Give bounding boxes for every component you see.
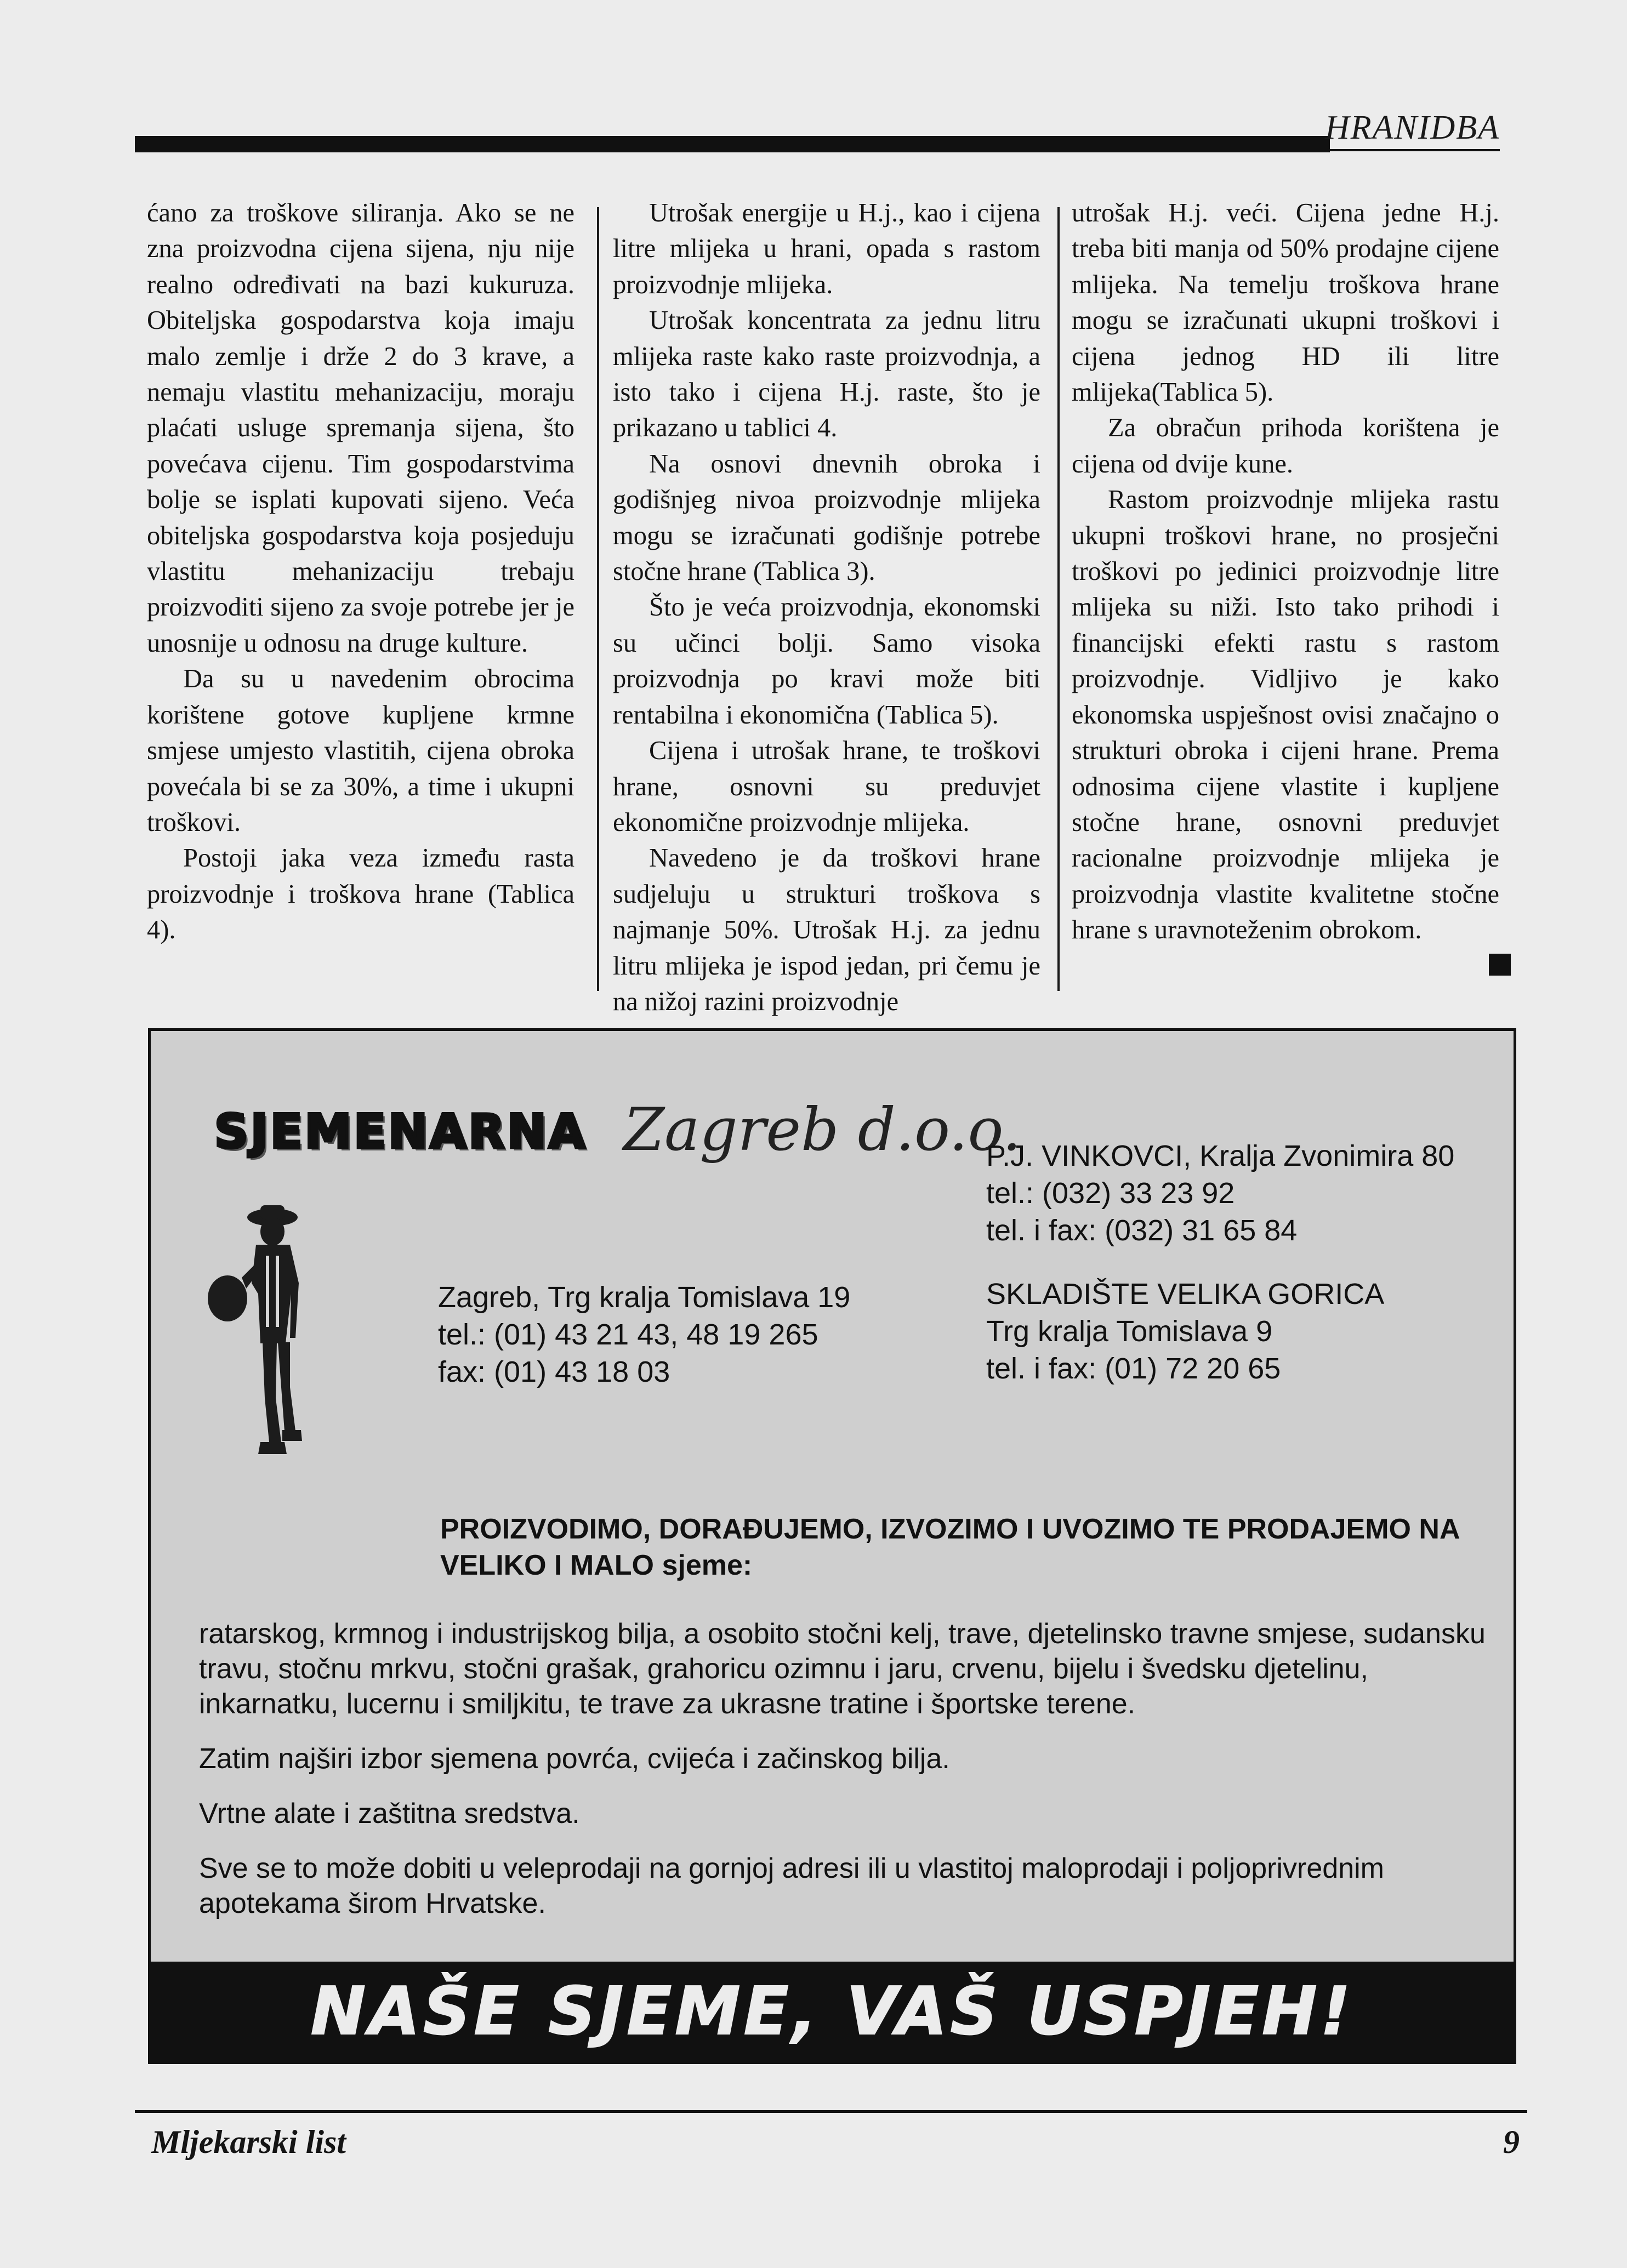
- contact-line: SKLADIŠTE VELIKA GORICA: [986, 1278, 1385, 1310]
- ad-paragraph: Sve se to može dobiti u veleprodaji na gornjoj adresi ili u vlastitoj maloprodaji i poljoprivrednim apotekama širom Hrvatske.: [199, 1853, 1384, 1919]
- article-paragraph: Utrošak koncentrata za jednu litru mlijeka raste kako raste proizvodnja, a isto tako i cijena H.j. raste, što je prikazano u tablici 4.: [613, 306, 1040, 443]
- header-rule: [135, 136, 1330, 152]
- contact-line: tel.: (032) 33 23 92: [986, 1177, 1235, 1210]
- slogan: NAŠE SJEME, VAŠ USPJEH!: [310, 1973, 1354, 2050]
- footer-rule: [135, 2110, 1527, 2113]
- article-end-mark: [1489, 954, 1511, 976]
- contact-line: Zagreb, Trg kralja Tomislava 19: [438, 1281, 851, 1314]
- article-paragraph: Navedeno je da troškovi hrane sudjeluju u strukturi troškova s najmanje 50%. Utrošak H.j. za jednu litru mlijeka je ispod jedan, pri čemu je na nižoj razini proizvodnje: [613, 844, 1040, 1016]
- contact-line: P.J. VINKOVCI, Kralja Zvonimira 80: [986, 1139, 1455, 1172]
- contact-line: Trg kralja Tomislava 9: [986, 1315, 1273, 1348]
- contact-velika-gorica: [986, 1275, 1384, 1387]
- farmer-illustration: [208, 1201, 323, 1458]
- article-paragraph: ćano za troškove siliranja. Ako se ne zna proizvodna cijena sijena, nju nije realno određivati na bazi kukuruza. Obiteljska gospodarstva koja imaju malo zemlje i drže 2 do 3 krave, a nemaju vlastitu mehanizaciju, moraju plaćati usluge spremanja sijena, što povećava cijenu. Tim gospodarstvima bolje se isplati kupovati sijeno. Veća obiteljska gospodarstva koja posjeduju vlastitu mehanizaciju trebaju proizvoditi sijeno za svoje potrebe jer je unosnije u odnosu na druge kulture.: [147, 198, 574, 658]
- article-paragraph: Za obračun prihoda korištena je cijena od dvije kune.: [1072, 413, 1499, 478]
- article-column-3: [1072, 195, 1499, 948]
- article-paragraph: Na osnovi dnevnih obroka i godišnjeg nivoa proizvodnje mlijeka mogu se izračunati godišnje potrebe stočne hrane (Tablica 3).: [613, 449, 1040, 586]
- header-thin-rule: [1330, 149, 1500, 151]
- article-paragraph: Utrošak energije u H.j., kao i cijena litre mlijeka u hrani, opada s rastom proizvodnje mlijeka.: [613, 198, 1040, 299]
- article-column-2: [613, 195, 1040, 1019]
- ad-heading: PROIZVODIMO, DORAĐUJEMO, IZVOZIMO I UVOZIMO TE PRODAJEMO NA VELIKO I MALO sjeme:: [440, 1513, 1459, 1581]
- article-paragraph: Što je veća proizvodnja, ekonomski su učinci bolji. Samo visoka proizvodnja po kravi može biti rentabilna i ekonomična (Tablica 5).: [613, 592, 1040, 730]
- contact-line: tel.: (01) 43 21 43, 48 19 265: [438, 1318, 818, 1351]
- section-title: HRANIDBA: [1324, 109, 1500, 146]
- ad-paragraph: Vrtne alate i zaštitna sredstva.: [199, 1798, 580, 1830]
- contact-zagreb: [438, 1279, 850, 1391]
- page-number: 9: [1503, 2124, 1520, 2160]
- slogan-banner: [151, 1962, 1514, 2061]
- advertisement: [148, 1028, 1516, 2064]
- column-divider: [1057, 207, 1060, 991]
- contact-line: fax: (01) 43 18 03: [438, 1355, 670, 1388]
- ad-paragraph: Zatim najširi izbor sjemena povrća, cvijeća i začinskog bilja.: [199, 1743, 950, 1775]
- article-paragraph: utrošak H.j. veći. Cijena jedne H.j. treba biti manja od 50% prodajne cijene mlijeka. Na temelju troškova hrane mogu se izračunati ukupni troškovi i cijena jednog HD ili litre mlijeka(Tablica 5).: [1072, 198, 1499, 407]
- article-paragraph: Cijena i utrošak hrane, te troškovi hrane, osnovni su preduvjet ekonomične proizvodnje mlijeka.: [613, 736, 1040, 837]
- article-paragraph: Postoji jaka veza između rasta proizvodnje i troškova hrane (Tablica 4).: [147, 844, 574, 945]
- publication-title: Mljekarski list: [151, 2124, 346, 2160]
- article-paragraph: Da su u navedenim obrocima korištene gotove kupljene krmne smjese umjesto vlastitih, cijena obroka povećala bi se za 30%, a time i ukupni troškovi.: [147, 664, 574, 837]
- contact-line: tel. i fax: (032) 31 65 84: [986, 1214, 1298, 1247]
- brand-script: Zagreb d.o.o.: [623, 1096, 1021, 1164]
- column-divider: [597, 207, 599, 991]
- brand-name: SJEMENARNA: [214, 1104, 588, 1159]
- article-column-1: [147, 195, 574, 948]
- ad-paragraph: ratarskog, krmnog i industrijskog bilja, a osobito stočni kelj, trave, djetelinsko travne smjese, sudansku travu, stočnu mrkvu, stočni grašak, grahoricu ozimnu i jaru, crvenu, bijelu i švedsku djetelinu, inkarnatku, lucernu i smiljkitu, te trave za ukrasne tratine i športske terene.: [199, 1618, 1486, 1720]
- contact-vinkovci: [986, 1137, 1454, 1249]
- article-paragraph: Rastom proizvodnje mlijeka rastu ukupni troškovi hrane, no prosječni troškovi po jedinici proizvodnje litre mlijeka su niži. Isto tako prihodi i financijski efekti rastu s rastom proizvodnje. Vidljivo je kako ekonomska uspješnost ovisi značajno o strukturi obroka i cijeni hrane. Prema odnosima cijene vlastite i kupljene stočne hrane, osnovni preduvjet racionalne proizvodnje mlijeka je proizvodnja vlastite kvalitetne stočne hrane s uravnoteženim obrokom.: [1072, 485, 1499, 945]
- contact-line: tel. i fax: (01) 72 20 65: [986, 1352, 1281, 1385]
- ad-body: [199, 1616, 1493, 1941]
